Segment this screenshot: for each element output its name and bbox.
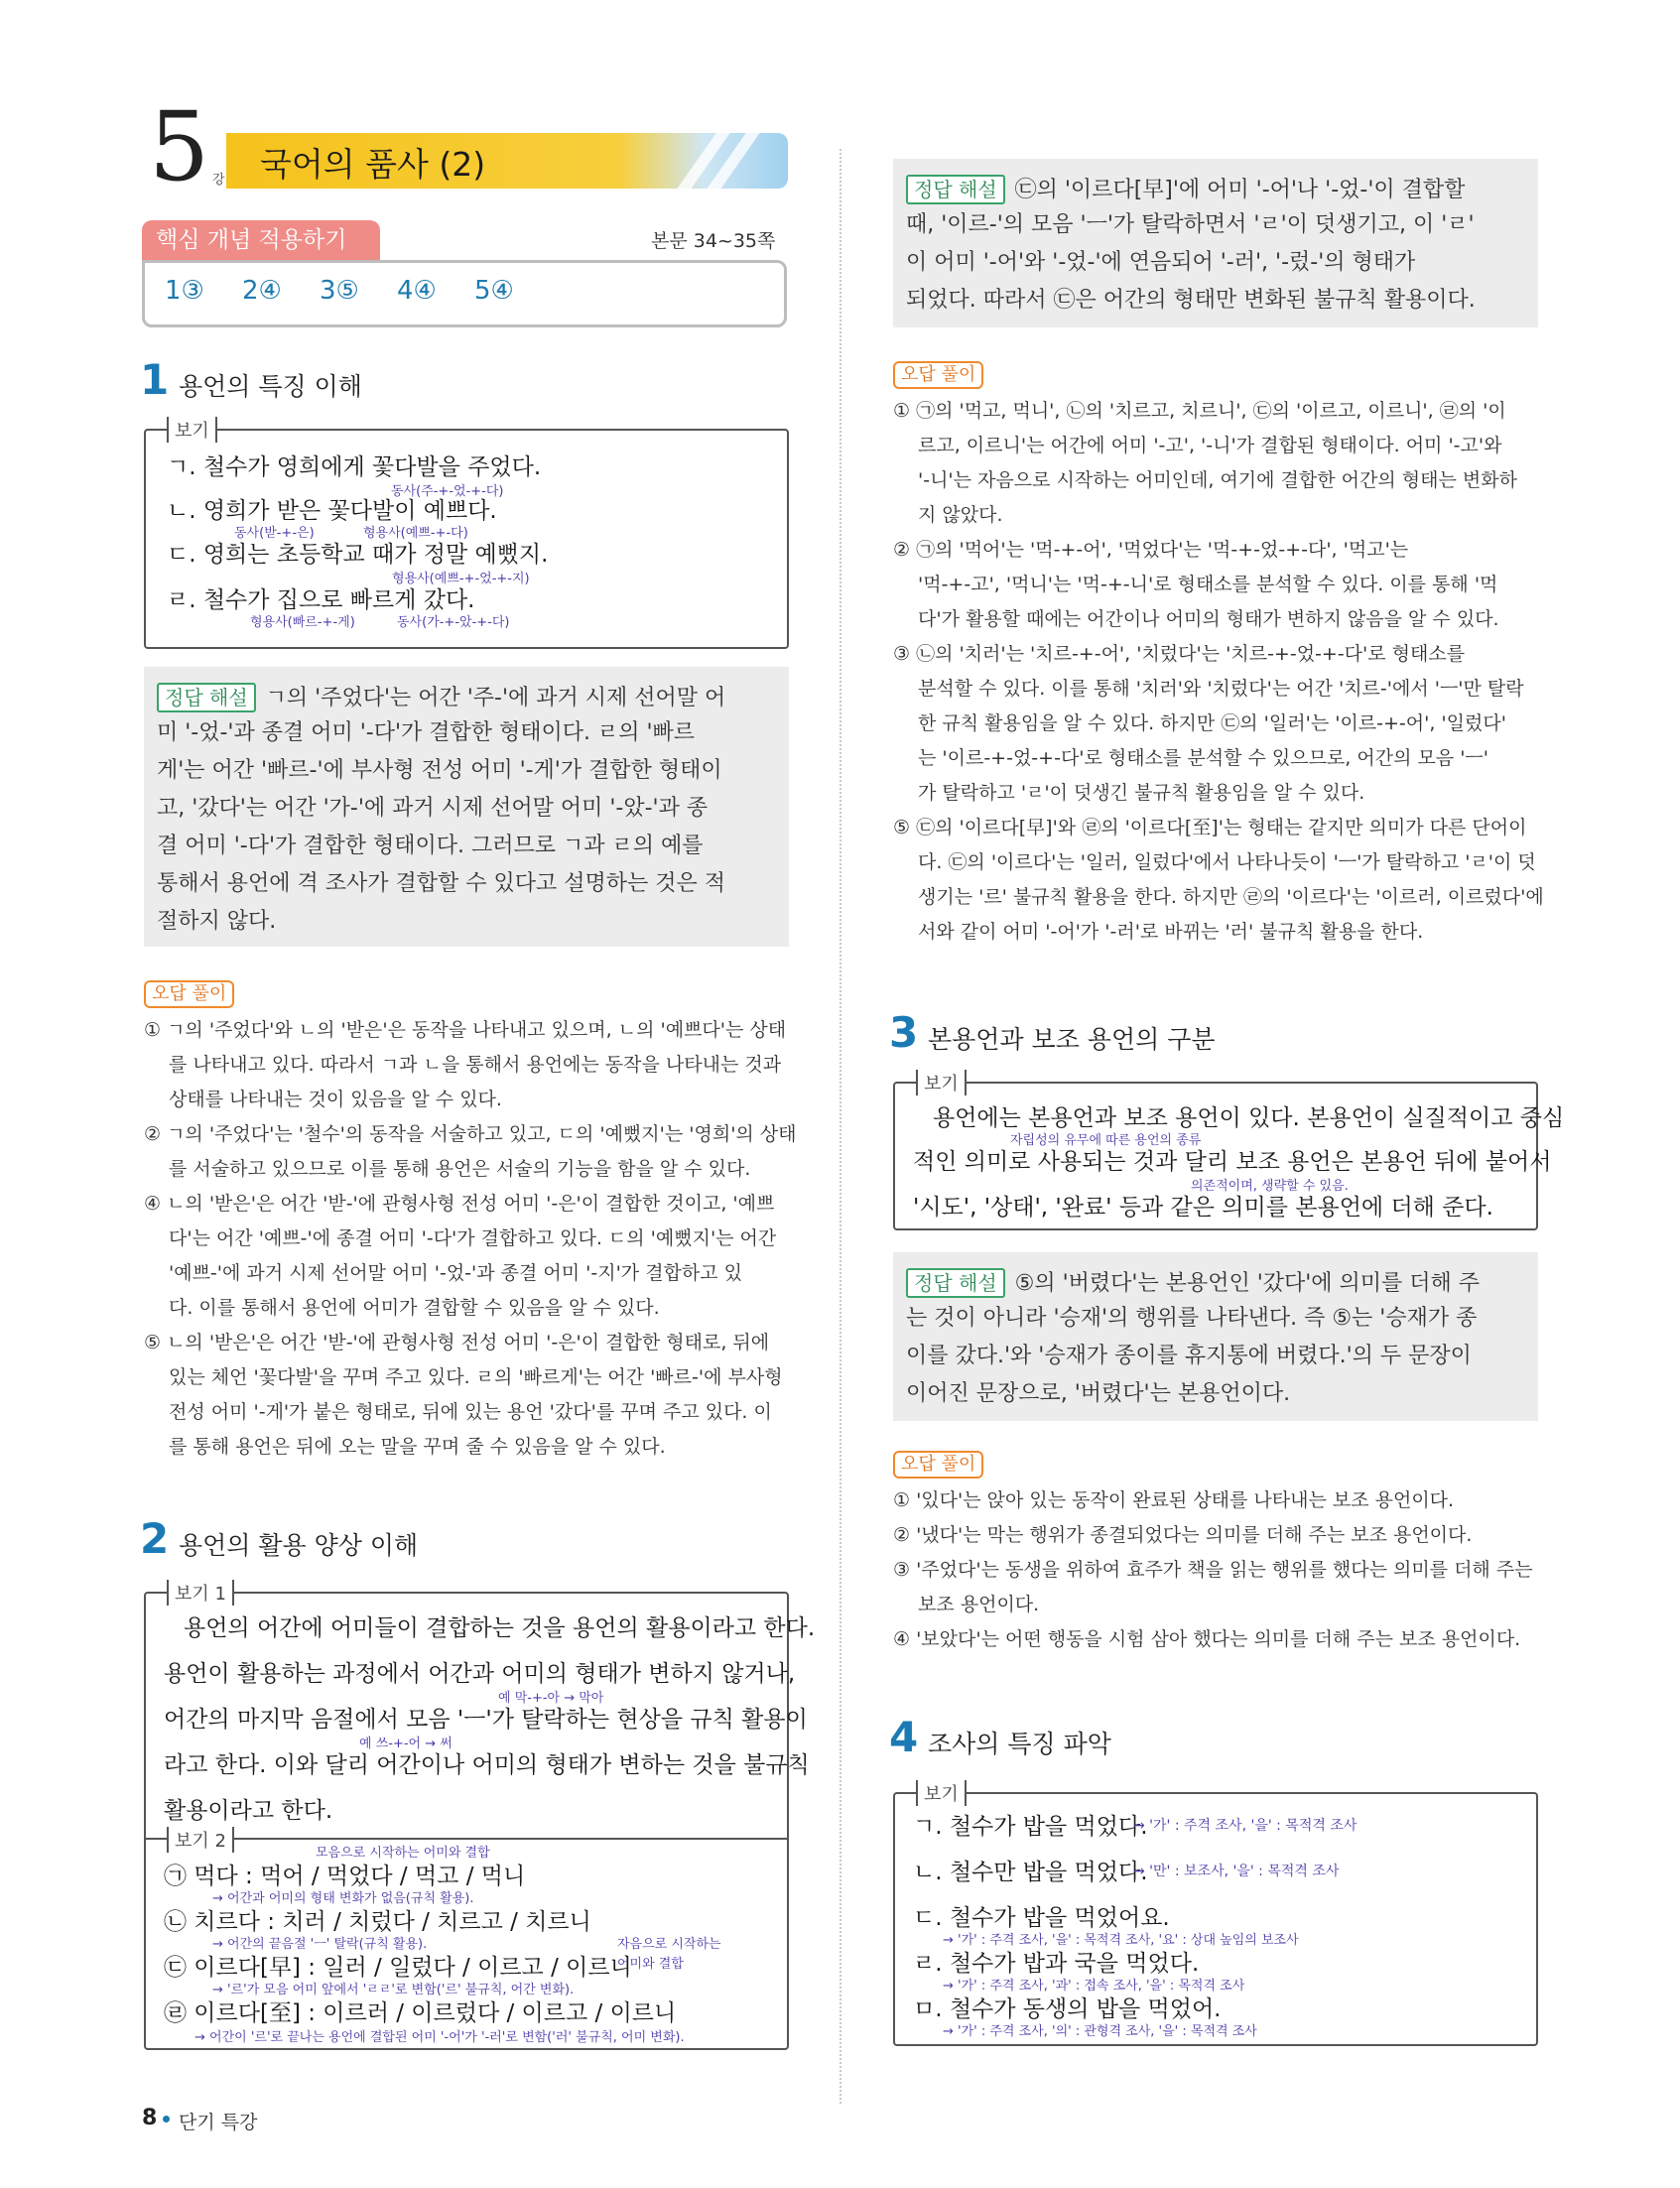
annotation: → 어간이 '르'로 끝나는 용언에 결합된 어미 '-어'가 '-러'로 변함('러' 불규칙, 어미 변화). xyxy=(194,2030,685,2045)
example-text: ㉢ 이르다[早] : 일러 / 일렀다 / 이르고 / 이르니 xyxy=(164,1955,632,1981)
wrong-answer-line: ④ '보았다'는 어떤 행동을 시험 삼아 했다는 의미를 더해 주는 보조 용언이다. xyxy=(893,1628,1521,1650)
example-text: 라고 한다. 이와 달리 어간이나 어미의 형태가 변하는 것을 불규칙 xyxy=(164,1752,810,1778)
annotation: 어미와 결합 xyxy=(617,1957,684,1972)
wrong-answer-line: ③ ㉡의 '치러'는 '치르-+-어', '치렀다'는 '치르-+-었-+-다'로 형태소를 xyxy=(893,643,1466,665)
example-text: 용언이 활용하는 과정에서 어간과 어미의 형태가 변하지 않거나, xyxy=(164,1661,796,1687)
example-sentence: ㄹ. 철수가 집으로 빠르게 갔다. xyxy=(167,587,475,613)
example-text: ㉠ 먹다 : 먹어 / 먹었다 / 먹고 / 먹니 xyxy=(164,1864,526,1889)
example-sentence: ㄹ. 철수가 밥과 국을 먹었다. xyxy=(913,1951,1200,1977)
example-label: 보기 xyxy=(167,417,217,443)
answer-key-item: 4④ xyxy=(397,276,437,306)
answer-line: 는 것이 아니라 '승재'의 행위를 나타낸다. 즉 ⑤는 '승재가 종 xyxy=(906,1306,1478,1331)
wrong-answer-line: 분석할 수 있다. 이를 통해 '치러'와 '치렀다'는 어간 '치르-'에서 'ㅡ'만 탈락 xyxy=(918,678,1524,700)
wrong-answer-line: 다. 이를 통해서 용언에 어미가 결합할 수 있음을 알 수 있다. xyxy=(169,1297,660,1319)
answer-key-item: 2④ xyxy=(242,276,282,306)
book-title: 단기 특강 xyxy=(179,2112,258,2133)
question-number: 4 xyxy=(889,1713,919,1761)
question-number: 3 xyxy=(889,1008,919,1057)
annotation: → 어간과 어미의 형태 변화가 없음(규칙 활용). xyxy=(212,1891,474,1906)
answer-line: 정답 해설 ㄱ의 '주었다'는 어간 '주-'에 과거 시제 선어말 어 xyxy=(157,683,725,712)
annotation: → '가' : 주격 조사, '과' : 접속 조사, '을' : 목적격 조사 xyxy=(943,1979,1245,1994)
wrong-answer-line: 를 통해 용언은 뒤에 오는 말을 꾸며 줄 수 있음을 알 수 있다. xyxy=(169,1436,666,1458)
answer-line: 절하지 않다. xyxy=(157,909,277,934)
answer-tag: 정답 해설 xyxy=(906,175,1005,204)
example-sentence: ㄴ. 영희가 받은 꽃다발이 예쁘다. xyxy=(167,498,497,524)
example-divider xyxy=(144,1838,789,1840)
wrong-answer-line: '-니'는 자음으로 시작하는 어미인데, 여기에 결합한 어간의 형태는 변화하 xyxy=(918,469,1517,491)
annotation: 예 막-+-아 → 막아 xyxy=(498,1691,604,1706)
annotation: → '가' : 주격 조사, '을' : 목적격 조사 xyxy=(1133,1818,1357,1834)
example-text: 용언에는 본용언과 보조 용언이 있다. 본용언이 실질적이고 중심 xyxy=(933,1105,1565,1131)
wrong-answer-line: ② ㉠의 '먹어'는 '먹-+-어', '먹었다'는 '먹-+-었-+-다', '먹고'는 xyxy=(893,539,1409,561)
question-number: 1 xyxy=(140,355,170,404)
annotation: 형용사(빠르-+-게) xyxy=(250,615,355,630)
example-text: ㉡ 치르다 : 치러 / 치렀다 / 치르고 / 치르니 xyxy=(164,1909,591,1935)
example-text: 적인 의미로 사용되는 것과 달리 보조 용언은 본용언 뒤에 붙어서 xyxy=(913,1149,1552,1175)
annotation: → '가' : 주격 조사, '을' : 목적격 조사, '요' : 상대 높임의 보조사 xyxy=(943,1933,1299,1948)
wrong-answer-line: 서와 같이 어미 '-어'가 '-러'로 바뀌는 '러' 불규칙 활용을 한다. xyxy=(918,921,1424,943)
wrong-answer-line: ② '냈다'는 막는 행위가 종결되었다는 의미를 더해 주는 보조 용언이다. xyxy=(893,1524,1473,1546)
example-sentence: ㄴ. 철수만 밥을 먹었다. xyxy=(913,1860,1148,1885)
footer-bullet xyxy=(163,2116,170,2123)
question-title: 용언의 활용 양상 이해 xyxy=(179,1531,419,1560)
question-title: 용언의 특징 이해 xyxy=(179,372,362,401)
answer-line: 정답 해설 ⑤의 '버렸다'는 본용언인 '갔다'에 의미를 더해 주 xyxy=(906,1268,1480,1298)
example-label: 보기 xyxy=(916,1070,967,1095)
answer-tag: 정답 해설 xyxy=(906,1268,1005,1298)
wrong-answer-line: ④ ㄴ의 '받은'은 어간 '받-'에 관형사형 전성 어미 '-은'이 결합한 것이고, '예쁘 xyxy=(144,1193,775,1215)
annotation: → '르'가 모음 어미 앞에서 'ㄹㄹ'로 변함('르' 불규칙, 어간 변화). xyxy=(212,1983,575,1997)
wrong-answer-line: 는 '이르-+-었-+-다'로 형태소를 분석할 수 있으므로, 어간의 모음 'ㅡ' xyxy=(918,747,1489,769)
section-tab: 핵심 개념 적용하기 xyxy=(142,220,380,260)
wrong-answer-line: ⑤ ㄴ의 '받은'은 어간 '받-'에 관형사형 전성 어미 '-은'이 결합한 형태로, 뒤에 xyxy=(144,1332,770,1353)
wrong-answer-line: ① '있다'는 앉아 있는 동작이 완료된 상태를 나타내는 보조 용언이다. xyxy=(893,1489,1455,1511)
wrong-answer-line: 다'는 어간 '예쁘-'에 종결 어미 '-다'가 결합하고 있다. ㄷ의 '예뻤지'는 어간 xyxy=(169,1227,777,1249)
answer-line: 이어진 문장으로, '버렸다'는 본용언이다. xyxy=(906,1381,1291,1406)
answer-tag: 정답 해설 xyxy=(157,683,256,712)
question-title: 조사의 특징 파악 xyxy=(928,1730,1111,1758)
annotation: → 어간의 끝음절 'ㅡ' 탈락(규칙 활용). xyxy=(212,1937,428,1952)
answer-line: 때, '이르-'의 모음 'ㅡ'가 탈락하면서 'ㄹ'이 덧생기고, 이 'ㄹ' xyxy=(906,212,1475,237)
wrong-answer-line: 다. ㉢의 '이르다'는 '일러, 일렀다'에서 나타나듯이 'ㅡ'가 탈락하고 'ㄹ'이 덧 xyxy=(918,851,1536,873)
column-divider xyxy=(840,149,841,2104)
wrong-answer-line: '예쁘-'에 과거 시제 선어말 어미 '-었-'과 종결 어미 '-지'가 결합하고 있 xyxy=(169,1262,743,1284)
example-sentence: ㄱ. 철수가 영희에게 꽃다발을 주었다. xyxy=(167,454,542,480)
example-label: 보기 2 xyxy=(167,1827,234,1853)
wrong-answer-line: 다'가 활용할 때에는 어간이나 어미의 형태가 변하지 않음을 알 수 있다. xyxy=(918,608,1499,630)
annotation: 동사(가-+-았-+-다) xyxy=(397,615,510,630)
wrong-answer-tag: 오답 풀이 xyxy=(893,1451,983,1479)
example-text: '시도', '상태', '완료' 등과 같은 의미를 본용언에 더해 준다. xyxy=(913,1195,1493,1221)
example-label: 보기 xyxy=(916,1780,967,1806)
wrong-answer-line: 한 규칙 활용임을 알 수 있다. 하지만 ㉢의 '일러'는 '이르-+-어', '일렀다' xyxy=(918,712,1506,734)
lesson-title: 국어의 품사 (2) xyxy=(260,145,486,184)
wrong-answer-line: ⑤ ㉢의 '이르다[早]'와 ㉣의 '이르다[至]'는 형태는 같지만 의미가 다른 단어이 xyxy=(893,817,1527,838)
wrong-answer-line: ② ㄱ의 '주었다'는 '철수'의 동작을 서술하고 있고, ㄷ의 '예뻤지'는 '영희'의 상태 xyxy=(144,1123,797,1145)
annotation: 의존적이며, 생략할 수 있음. xyxy=(1191,1179,1349,1194)
wrong-answer-line: 보조 용언이다. xyxy=(918,1594,1040,1615)
wrong-answer-line: 있는 체언 '꽃다발'을 꾸며 주고 있다. ㄹ의 '빠르게'는 어간 '빠르-'에 부사형 xyxy=(169,1366,783,1388)
example-sentence: ㄷ. 영희는 초등학교 때가 정말 예뻤지. xyxy=(167,542,549,568)
wrong-answer-line: ③ '주었다'는 동생을 위하여 효주가 책을 읽는 행위를 했다는 의미를 더해 주는 xyxy=(893,1559,1533,1581)
question-title: 본용언과 보조 용언의 구분 xyxy=(928,1025,1216,1054)
answer-line: 통해서 용언에 격 조사가 결합할 수 있다고 설명하는 것은 적 xyxy=(157,871,725,896)
question-number: 2 xyxy=(140,1514,170,1563)
annotation: 자립성의 유무에 따른 용언의 종류 xyxy=(1010,1133,1202,1148)
answer-line: 이 어미 '-어'와 '-었-'에 연음되어 '-러', '-렀-'의 형태가 xyxy=(906,250,1416,275)
annotation: 동사(주-+-었-+-다) xyxy=(391,484,504,499)
wrong-answer-line: 가 탈락하고 'ㄹ'이 덧생긴 불규칙 활용임을 알 수 있다. xyxy=(918,782,1365,804)
example-label: 보기 1 xyxy=(167,1580,234,1606)
example-sentence: ㄷ. 철수가 밥을 먹었어요. xyxy=(913,1905,1170,1931)
example-text: ㉣ 이르다[至] : 이르러 / 이르렀다 / 이르고 / 이르니 xyxy=(164,2000,677,2026)
annotation: 모음으로 시작하는 어미와 결합 xyxy=(316,1846,490,1861)
wrong-answer-tag: 오답 풀이 xyxy=(893,361,983,389)
wrong-answer-line: 르고, 이르니'는 어간에 어미 '-고', '-니'가 결합된 형태이다. 어미 '-고'와 xyxy=(918,435,1502,456)
answer-line: 되었다. 따라서 ㉢은 어간의 형태만 변화된 불규칙 활용이다. xyxy=(906,288,1476,313)
example-sentence: ㄱ. 철수가 밥을 먹었다. xyxy=(913,1814,1148,1840)
answer-line: 이를 갔다.'와 '승재가 종이를 휴지통에 버렸다.'의 두 문장이 xyxy=(906,1344,1472,1368)
answer-key-item: 3⑤ xyxy=(320,276,359,306)
answer-line: 고, '갔다'는 어간 '가-'에 과거 시제 선어말 어미 '-았-'과 종 xyxy=(157,796,709,821)
annotation: → '가' : 주격 조사, '의' : 관형격 조사, '을' : 목적격 조사 xyxy=(943,2024,1257,2039)
wrong-answer-line: 지 않았다. xyxy=(918,504,1003,526)
annotation: 예 쓰-+-어 → 써 xyxy=(359,1737,452,1751)
example-text: 활용이라고 한다. xyxy=(164,1798,333,1824)
wrong-answer-line: 를 나타내고 있다. 따라서 ㄱ과 ㄴ을 통해서 용언에는 동작을 나타내는 것과 xyxy=(169,1054,782,1076)
example-sentence: ㅁ. 철수가 동생의 밥을 먹었어. xyxy=(913,1996,1222,2022)
annotation: 동사(받-+-은) xyxy=(234,526,315,541)
answer-line: 미 '-었-'과 종결 어미 '-다'가 결합한 형태이다. ㄹ의 '빠르 xyxy=(157,720,696,745)
example-text: 용언의 어간에 어미들이 결합하는 것을 용언의 활용이라고 한다. xyxy=(184,1615,816,1641)
answer-line: 게'는 어간 '빠르-'에 부사형 전성 어미 '-게'가 결합한 형태이 xyxy=(157,758,722,783)
example-text: 어간의 마지막 음절에서 모음 'ㅡ'가 탈락하는 현상을 규칙 활용이 xyxy=(164,1707,808,1733)
page-reference: 본문 34~35쪽 xyxy=(651,230,776,252)
annotation: 형용사(예쁘-+-었-+-지) xyxy=(392,572,530,586)
wrong-answer-line: 생기는 '르' 불규칙 활용을 한다. 하지만 ㉣의 '이르다'는 '이르러, 이르렀다'에 xyxy=(918,886,1544,908)
wrong-answer-line: 를 서술하고 있으므로 이를 통해 용언은 서술의 기능을 함을 알 수 있다. xyxy=(169,1158,751,1180)
answer-key-item: 1③ xyxy=(165,276,204,306)
answer-key-item: 5④ xyxy=(474,276,514,306)
wrong-answer-line: ① ㄱ의 '주었다'와 ㄴ의 '받은'은 동작을 나타내고 있으며, ㄴ의 '예쁘다'는 상태 xyxy=(144,1019,787,1041)
answer-line: 결 어미 '-다'가 결합한 형태이다. 그러므로 ㄱ과 ㄹ의 예를 xyxy=(157,834,704,858)
annotation: → '만' : 보조사, '을' : 목적격 조사 xyxy=(1133,1864,1340,1879)
page-number: 8 xyxy=(142,2106,158,2130)
answer-line: 정답 해설 ㉢의 '이르다[早]'에 어미 '-어'나 '-었-'이 결합할 xyxy=(906,175,1465,204)
lesson-unit: 강 xyxy=(212,173,225,188)
wrong-answer-line: 전성 어미 '-게'가 붙은 형태로, 뒤에 있는 용언 '갔다'를 꾸며 주고 있다. 이 xyxy=(169,1401,772,1423)
wrong-answer-line: '먹-+-고', '먹니'는 '먹-+-니'로 형태소를 분석할 수 있다. 이를 통해 '먹 xyxy=(918,574,1498,595)
wrong-answer-line: 상태를 나타내는 것이 있음을 알 수 있다. xyxy=(169,1089,502,1110)
annotation: 형용사(예쁘-+-다) xyxy=(363,526,468,541)
wrong-answer-line: ① ㉠의 '먹고, 먹니', ㉡의 '치르고, 치르니', ㉢의 '이르고, 이르니', ㉣의 '이 xyxy=(893,400,1506,422)
wrong-answer-tag: 오답 풀이 xyxy=(144,980,234,1008)
annotation: 자음으로 시작하는 xyxy=(617,1937,721,1952)
answer-key-box xyxy=(142,260,787,327)
lesson-number: 5 xyxy=(149,91,210,202)
